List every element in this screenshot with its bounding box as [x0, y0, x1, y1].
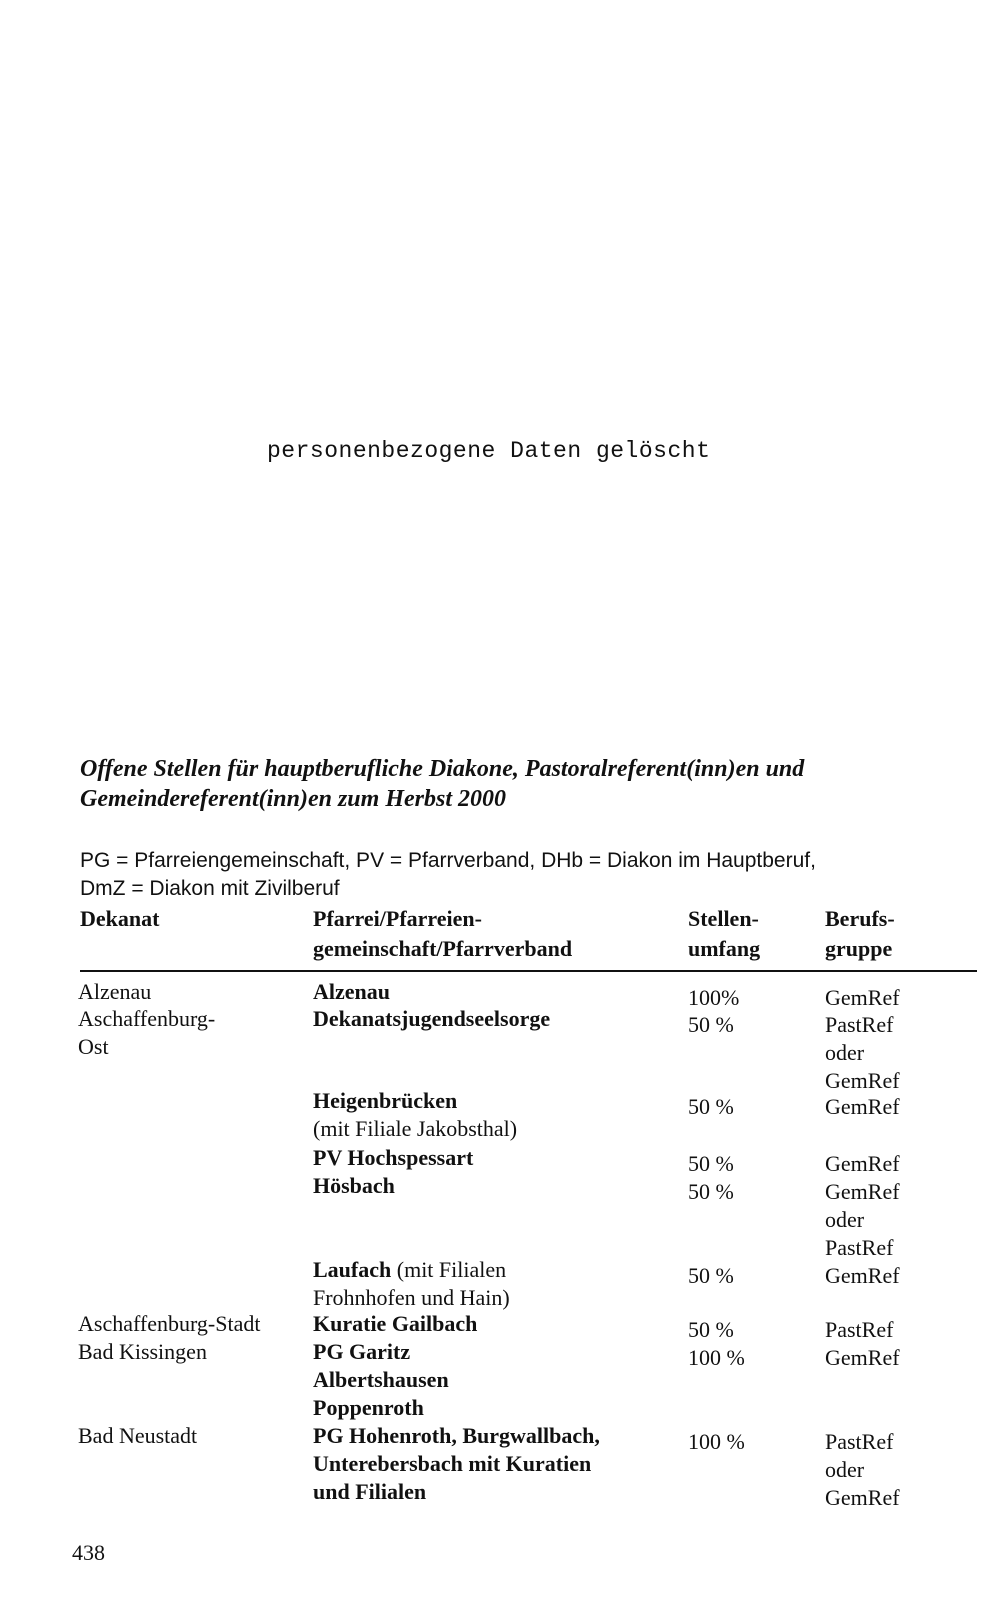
- umfang-cell: 50 %: [688, 1012, 734, 1037]
- header-line: gruppe: [825, 936, 893, 961]
- pfarrei-name: PG Garitz: [313, 1339, 411, 1364]
- umfang-cell: 100%: [688, 985, 740, 1010]
- berufsgruppe-cell: GemRef: [825, 1345, 900, 1370]
- legend-line: PG = Pfarreiengemeinschaft, PV = Pfarrverband, DHb = Diakon im Hauptberuf,: [80, 849, 816, 872]
- berufsgruppe-cell: PastRef: [825, 1012, 894, 1037]
- pfarrei-note: (mit Filiale Jakobsthal): [313, 1116, 518, 1141]
- header-line: Berufs-: [825, 906, 895, 931]
- pfarrei-name: Unterebersbach mit Kuratien: [313, 1451, 592, 1476]
- header-rule: [80, 970, 977, 972]
- legend-line: DmZ = Diakon mit Zivilberuf: [80, 877, 340, 900]
- umfang-cell: 100 %: [688, 1429, 745, 1454]
- pfarrei-name: Hösbach: [313, 1173, 395, 1198]
- dekanat-cell: Bad Neustadt: [78, 1423, 198, 1448]
- berufsgruppe-cell: GemRef: [825, 1094, 900, 1119]
- berufsgruppe-cell: PastRef: [825, 1429, 894, 1454]
- header-line: umfang: [688, 936, 761, 961]
- header-beruf: [825, 904, 895, 964]
- pfarrei-cell: [313, 978, 390, 1006]
- umfang-cell: 100 %: [688, 1345, 745, 1370]
- page-number: 438: [72, 1540, 105, 1565]
- pfarrei-cell: [313, 1172, 395, 1200]
- pfarrei-cell: [313, 1450, 591, 1478]
- berufsgruppe-cell: oder: [825, 1207, 865, 1232]
- pfarrei-cell: [313, 1284, 510, 1312]
- pfarrei-cell: [313, 1256, 506, 1284]
- pfarrei-cell: [313, 1310, 477, 1338]
- umfang-cell: 50 %: [688, 1317, 734, 1342]
- header-dekanat: [80, 904, 159, 934]
- pfarrei-note: (mit Filialen: [391, 1257, 507, 1282]
- dekanat-cell: Aschaffenburg-Stadt: [78, 1311, 261, 1336]
- header-line: Stellen-: [688, 906, 759, 931]
- abbreviation-legend: [80, 847, 816, 903]
- berufsgruppe-cell: GemRef: [825, 1151, 900, 1176]
- berufsgruppe-cell: GemRef: [825, 1485, 900, 1510]
- dekanat-cell: Alzenau: [78, 979, 152, 1004]
- berufsgruppe-cell: GemRef: [825, 1263, 900, 1288]
- redaction-note: personenbezogene Daten gelöscht: [267, 438, 711, 464]
- header-line: Pfarrei/Pfarreien-: [313, 906, 482, 931]
- berufsgruppe-cell: PastRef: [825, 1235, 894, 1260]
- pfarrei-note: Frohnhofen und Hain): [313, 1285, 510, 1310]
- dekanat-cell: Bad Kissingen: [78, 1339, 207, 1364]
- umfang-cell: 50 %: [688, 1179, 734, 1204]
- pfarrei-cell: [313, 1366, 449, 1394]
- umfang-cell: 50 %: [688, 1094, 734, 1119]
- header-pfarrei: [313, 904, 572, 964]
- umfang-cell: 50 %: [688, 1263, 734, 1288]
- pfarrei-name: Poppenroth: [313, 1395, 424, 1420]
- document-title: [80, 754, 804, 814]
- pfarrei-name: Heigenbrücken: [313, 1088, 458, 1113]
- pfarrei-cell: [313, 1338, 410, 1366]
- pfarrei-name: Kuratie Gailbach: [313, 1311, 478, 1336]
- berufsgruppe-cell: GemRef: [825, 985, 900, 1010]
- dekanat-cell: Aschaffenburg-: [78, 1006, 216, 1031]
- pfarrei-name: Laufach: [313, 1257, 392, 1282]
- pfarrei-cell: [313, 1115, 517, 1143]
- pfarrei-cell: [313, 1478, 426, 1506]
- header-line: gemeinschaft/Pfarrverband: [313, 936, 573, 961]
- pfarrei-name: Alzenau: [313, 979, 390, 1004]
- berufsgruppe-cell: oder: [825, 1457, 865, 1482]
- pfarrei-cell: [313, 1422, 600, 1450]
- dekanat-cell: Ost: [78, 1034, 109, 1059]
- berufsgruppe-cell: GemRef: [825, 1068, 900, 1093]
- berufsgruppe-cell: PastRef: [825, 1317, 894, 1342]
- berufsgruppe-cell: GemRef: [825, 1179, 900, 1204]
- pfarrei-name: Dekanatsjugendseelsorge: [313, 1006, 551, 1031]
- pfarrei-cell: [313, 1144, 473, 1172]
- pfarrei-name: PV Hochspessart: [313, 1145, 474, 1170]
- berufsgruppe-cell: oder: [825, 1040, 865, 1065]
- pfarrei-cell: [313, 1394, 424, 1422]
- title-line: Offene Stellen für hauptberufliche Diakone, Pastoralreferent(inn)en und: [80, 756, 805, 782]
- pfarrei-name: PG Hohenroth, Burgwallbach,: [313, 1423, 600, 1448]
- pfarrei-cell: [313, 1087, 457, 1115]
- header-line: Dekanat: [80, 906, 160, 931]
- pfarrei-cell: [313, 1005, 550, 1033]
- umfang-cell: 50 %: [688, 1151, 734, 1176]
- pfarrei-name: und Filialen: [313, 1479, 427, 1504]
- header-umfang: [688, 904, 760, 964]
- pfarrei-name: Albertshausen: [313, 1367, 449, 1392]
- title-line: Gemeindereferent(inn)en zum Herbst 2000: [80, 786, 506, 812]
